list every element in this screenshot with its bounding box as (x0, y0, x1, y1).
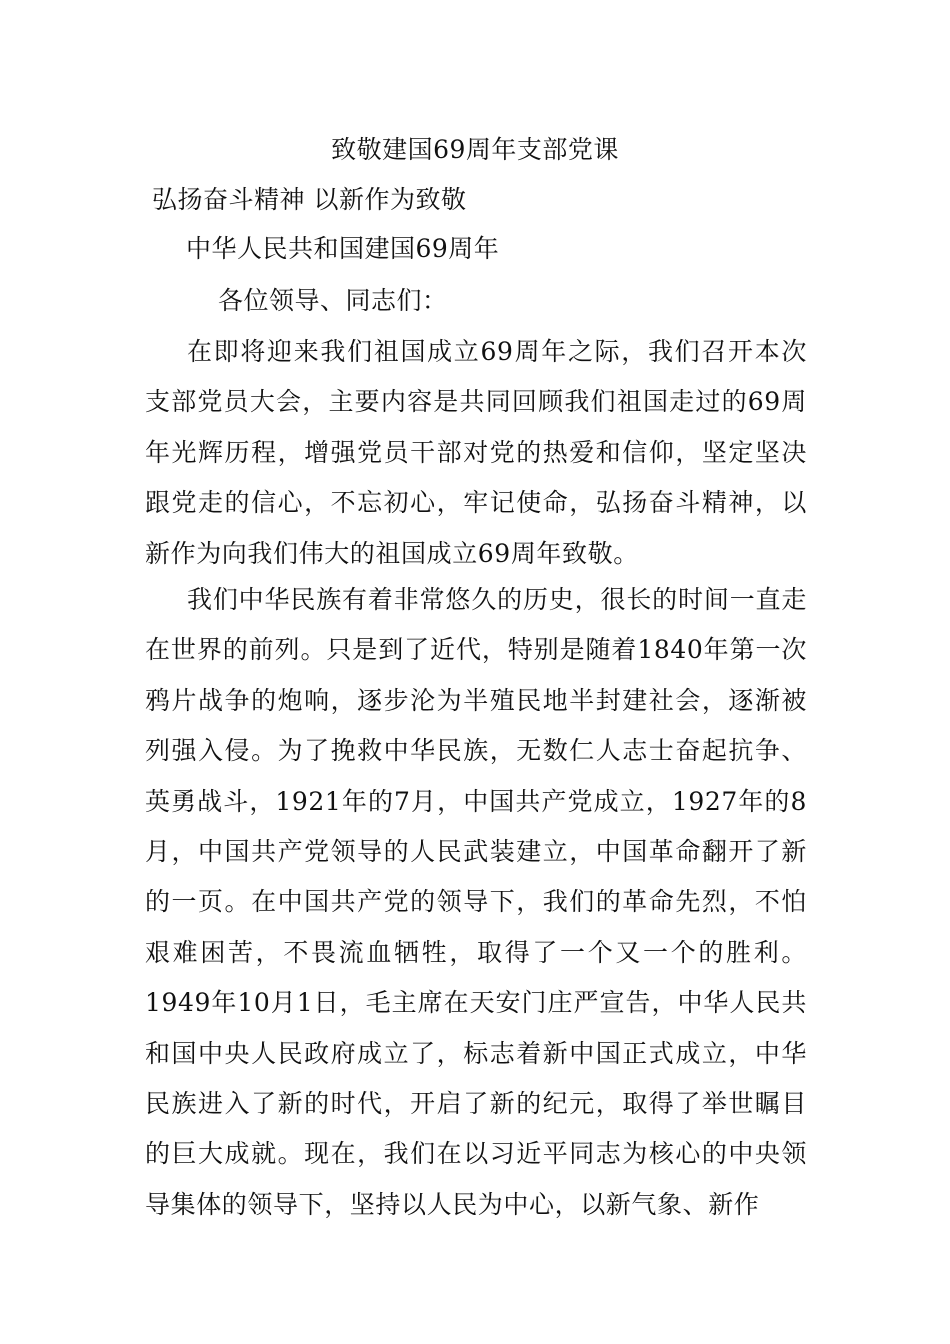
greeting-line: 各位领导、同志们： (218, 286, 448, 315)
document-title: 致敬建国69周年支部党课 (331, 135, 619, 164)
body-paragraph-1: 在即将迎来我们祖国成立69周年之际，我们召开本次支部党员大会，主要内容是共同回顾我们祖国走过的69周年光辉历程，增强党员干部对党的热爱和信仰，坚定坚决跟党走的信心，不忘初心，牢记使命，弘扬奋斗精神，以新作为向我们伟大的祖国成立69周年致敬。 (145, 337, 807, 568)
document-subheading: 中华人民共和国建国69周年 (186, 234, 500, 263)
document-subtitle: 弘扬奋斗精神 以新作为致敬 (152, 185, 467, 214)
body-paragraph-2: 我们中华民族有着非常悠久的历史，很长的时间一直走在世界的前列。只是到了近代，特别是随着1840年第一次鸦片战争的炮响，逐步沦为半殖民地半封建社会，逐渐被列强入侵。为了挽救中华民族，无数仁人志士奋起抗争、英勇战斗，1921年的7月，中国共产党成立，1927年的8月，中国共产党领导的人民武装建立，中国革命翻开了新的一页。在中国共产党的领导下，我们的革命先烈，不怕艰难困苦，不畏流血牺牲，取得了一个又一个的胜利。1949年10月1日，毛主席在天安门庄严宣告，中华人民共和国中央人民政府成立了，标志着新中国正式成立，中华民族进入了新的时代，开启了新的纪元，取得了举世瞩目的巨大成就。现在，我们在以习近平同志为核心的中央领导集体的领导下，坚持以人民为中心，以新气象、新作 (145, 585, 807, 1219)
